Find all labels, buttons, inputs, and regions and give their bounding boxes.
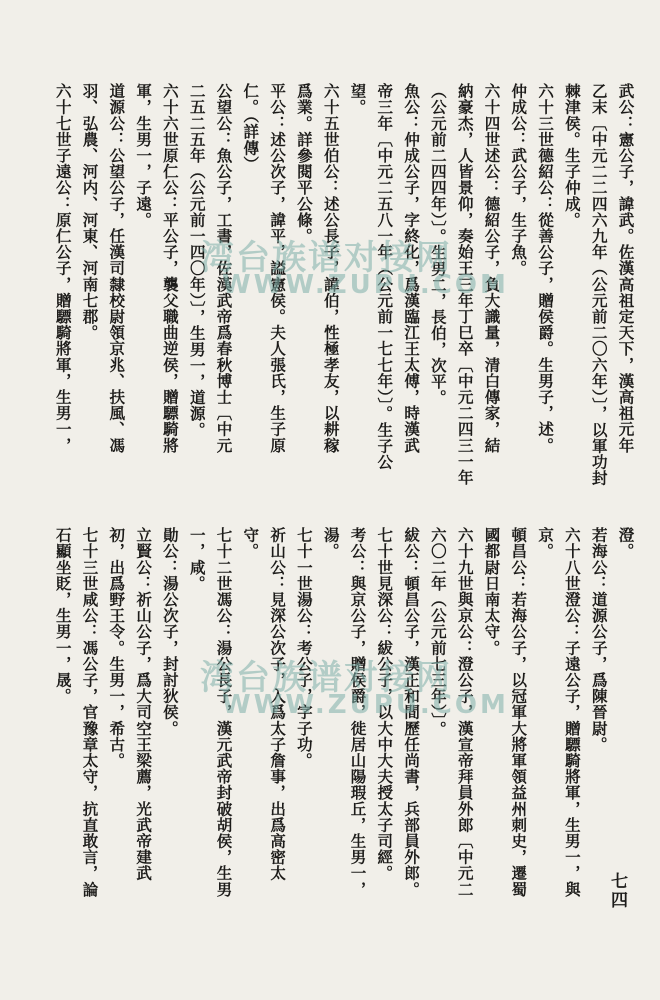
- text-column: 七十一世湯公：考公子，字子功。: [294, 527, 314, 769]
- text-column: 六十九世與京公：澄公子，漢宣帝拜員外郎〔中元二: [455, 527, 475, 898]
- text-column: 一，咸。: [187, 527, 207, 592]
- text-column: 國都尉日南太守。: [482, 527, 502, 656]
- text-column: 公望公：魚公子，工書，佐漢武帝爲春秋博士〔中元: [214, 83, 234, 454]
- text-column: 爲業。詳參閱平公條。: [294, 83, 314, 244]
- watermark-text: 湾台族谱对接网: [200, 238, 452, 278]
- text-column: 平公：述公次子，諱平，謚憲侯。夫人張氏，生子原: [268, 83, 288, 454]
- text-column: 道源公：公望公子，任漢司隸校尉領京兆、扶風、馮: [107, 83, 127, 454]
- text-column: 守。: [241, 527, 261, 560]
- text-column: 六十四世述公：德紹公子，負大識量，清白傳家，結: [482, 83, 502, 454]
- text-column: 羽、弘農、河内、河東、河南七郡。: [80, 83, 100, 341]
- text-column: 乙末〔中元二二四六九年（公元前二〇六年）〕，以軍功封: [589, 83, 609, 487]
- text-column: 七十世見深公：紱公子，以大中大夫授太子司經。: [375, 527, 395, 882]
- text-column: 六十五世伯公：述公長子，諱伯，性極孝友，以耕稼: [321, 83, 341, 454]
- text-column: 初，出爲野王令。生男一，希古。: [107, 527, 127, 769]
- text-column: 軍，生男一，子遠。: [134, 83, 154, 228]
- text-column: 若海公：道源公子，爲陳晉尉。: [589, 527, 609, 753]
- text-column: （公元前二四四年）〕。生男二，長伯，次平。: [428, 83, 448, 406]
- text-column: 望。: [348, 83, 368, 116]
- text-column: 六十七世子遠公：原仁公子，贈驃騎將軍，生男一，: [53, 83, 73, 454]
- text-column: 仲成公：武公子，生子魚。: [509, 83, 529, 277]
- text-column: 立賢公：祈山公子，爲大司空王梁薦，光武帝建武: [134, 527, 154, 882]
- text-column: 澄。: [616, 527, 636, 560]
- watermark-text: 湾台族谱对接网: [200, 658, 452, 698]
- text-column: 棘津侯。生子仲成。: [562, 83, 582, 228]
- text-column: 武公：憲公子，諱武。佐漢高祖定天下，漢高祖元年: [616, 83, 636, 454]
- text-column: 納豪杰，人皆景仰，奏始王三年丁巳卒〔中元二四三一年: [455, 83, 475, 486]
- text-column: 六十六世原仁公：平公子，襲父職曲逆侯，贈驃騎將: [160, 83, 180, 454]
- text-column: 六十三世德紹公：從善公子，贈侯爵。生男子，述。: [536, 83, 556, 454]
- text-column: 紱公：頓昌公子，漢正和間歷任尚書，兵部員外郎。: [402, 527, 422, 898]
- text-column: 帝三年〔中元二五八一年（公元前一七七年）〕。生子公: [375, 83, 395, 470]
- text-column: 仁。（詳傳）: [241, 83, 261, 172]
- text-column: 考公：與京公子，贈侯爵，徙居山陽瑕丘，生男一，: [348, 527, 368, 898]
- text-column: 二五二五年（公元前一四〇年）〕，生男一，道源。: [187, 83, 207, 438]
- text-column: 六十八世澄公：子遠公子，贈驃騎將軍，生男一，與: [562, 527, 582, 898]
- watermark-url: WWW.ZUPU.COM: [222, 690, 509, 720]
- page-number: 七四: [607, 872, 627, 910]
- text-column: 勛公：湯公次子，封討狄侯。: [160, 527, 180, 737]
- text-column: 京。: [536, 527, 556, 560]
- text-column: 七十三世咸公：馮公子，官豫章太守，抗直敢言，論: [80, 527, 100, 898]
- text-column: 湯。: [321, 527, 341, 560]
- text-column: 七十二世馮公：湯公長子，漢元武帝封破胡侯，生男: [214, 527, 234, 898]
- text-column: 祈山公：見深公次子，入爲太子詹事，出爲高密太: [268, 527, 288, 882]
- watermark-url: WWW.ZUPU.COM: [222, 270, 509, 300]
- text-column: 魚公：仲成公子，字終化，爲漢臨江王太傅，時漢武: [402, 83, 422, 454]
- text-column: 頓昌公：若海公子，以冠軍大將軍領益州刺史，遷蜀: [509, 527, 529, 898]
- text-column: 石顯坐貶，生男一，晟。: [53, 527, 73, 705]
- text-column: 六〇二年（公元前七三年）〕。: [428, 527, 448, 737]
